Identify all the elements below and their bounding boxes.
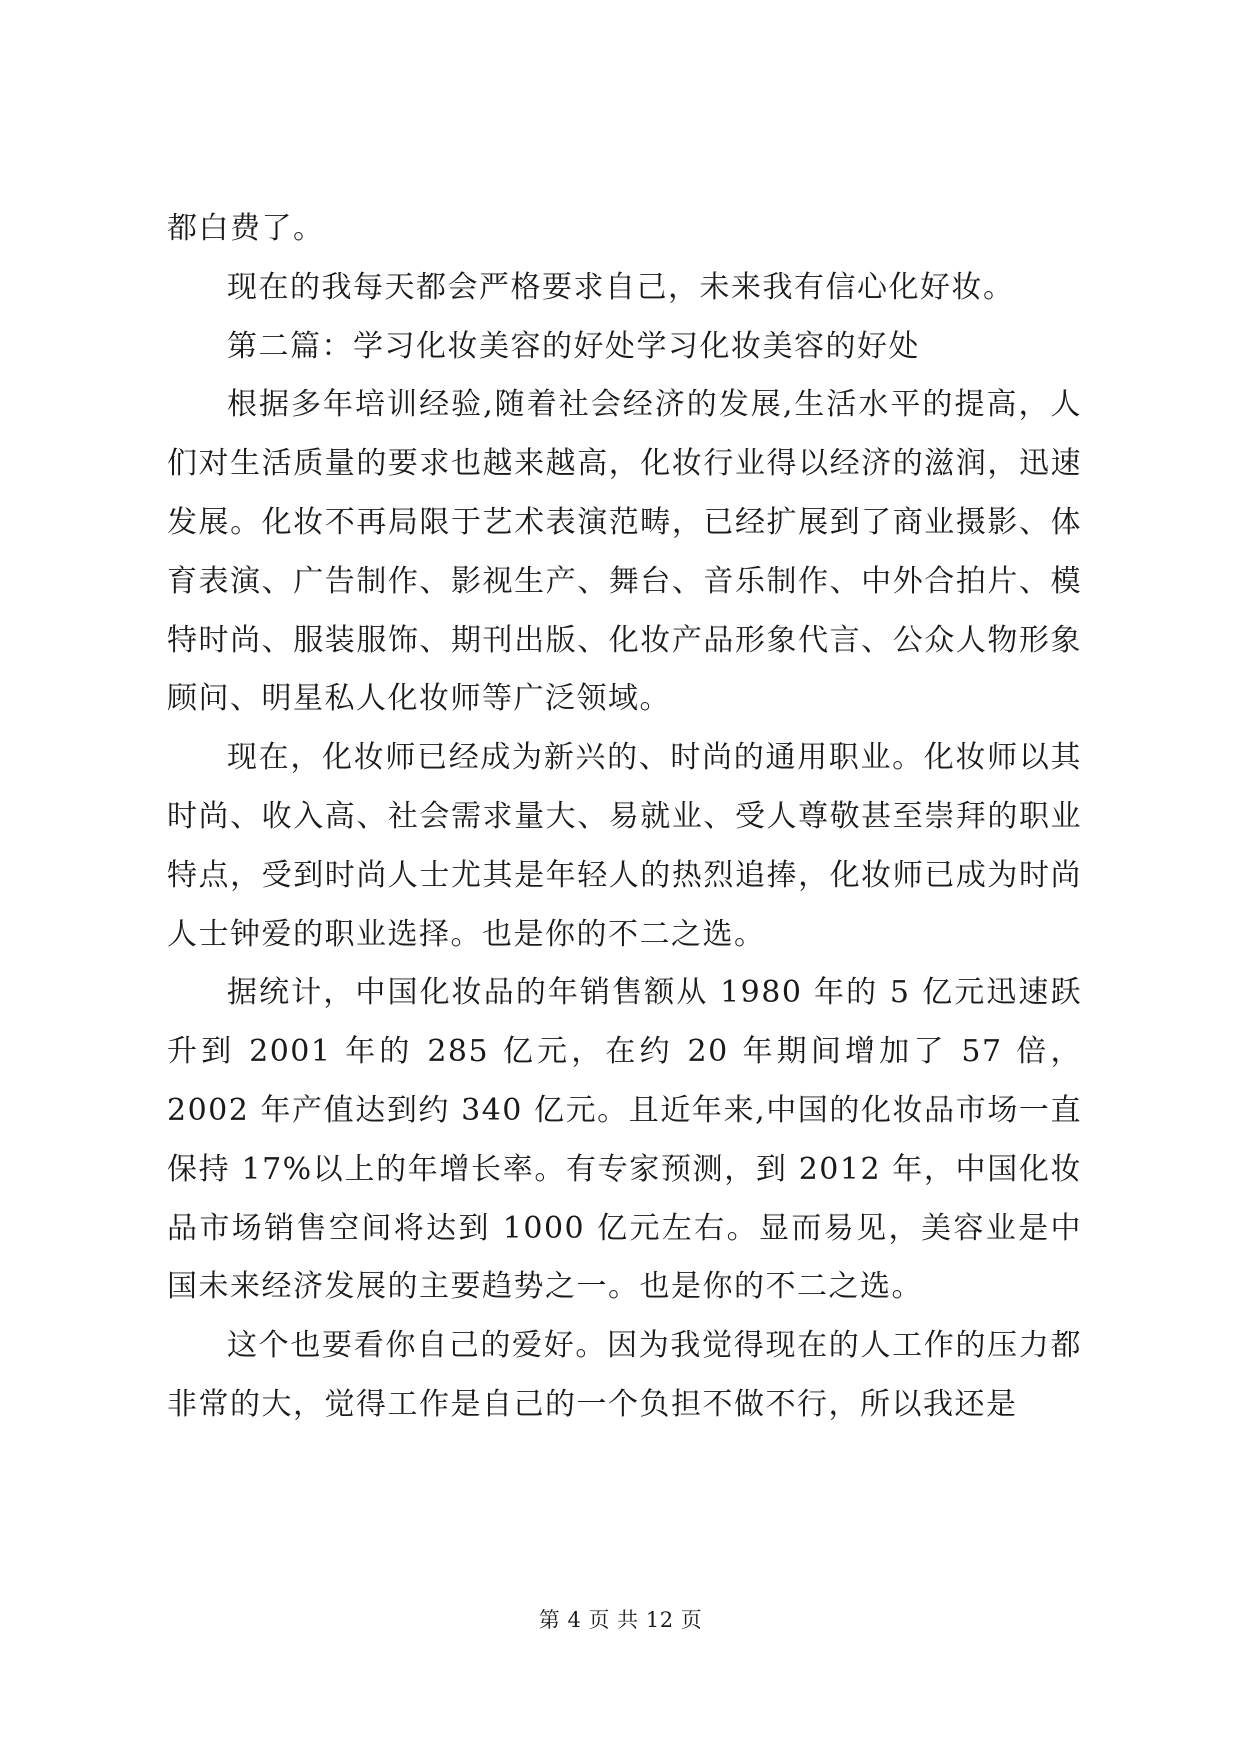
paragraph: 据统计，中国化妆品的年销售额从 1980 年的 5 亿元迅速跃升到 2001 年的 285 亿元，在约 20 年期间增加了 57 倍，2002 年产值达到约 340 亿元。且近年来,中国的化妆品市场一直保持 17%以上的年增长率。有专家预测，到 2012 年，中国化妆品市场销售空间将达到 1000 亿元左右。显而易见，美容业是中国未来经济发展的主要趋势之一。也是你的不二之选。 bbox=[167, 975, 1082, 1305]
paragraph: 现在，化妆师已经成为新兴的、时尚的通用职业。化妆师以其时尚、收入高、社会需求量大、易就业、受人尊敬甚至崇拜的职业特点，受到时尚人士尤其是年轻人的热烈追捧，化妆师已成为时尚人士钟爱的职业选择。也是你的不二之选。 bbox=[167, 740, 1082, 952]
page-number: 第 4 页 共 12 页 bbox=[538, 1608, 703, 1632]
paragraph-continuation: 都白费了。 bbox=[167, 211, 325, 246]
paragraph: 根据多年培训经验,随着社会经济的发展,生活水平的提高，人们对生活质量的要求也越来越高，化妆行业得以经济的滋润，迅速发展。化妆不再局限于艺术表演范畴，已经扩展到了商业摄影、体育表演、广告制作、影视生产、舞台、音乐制作、中外合拍片、模特时尚、服装服饰、期刊出版、化妆产品形象代言、公众人物形象顾问、明星私人化妆师等广泛领域。 bbox=[167, 387, 1082, 717]
section-heading: 第二篇：学习化妆美容的好处学习化妆美容的好处 bbox=[227, 328, 920, 364]
paragraph: 现在的我每天都会严格要求自己，未来我有信心化好妆。 bbox=[227, 269, 1015, 305]
paragraph: 这个也要看你自己的爱好。因为我觉得现在的人工作的压力都非常的大，觉得工作是自己的一个负担不做不行，所以我还是 bbox=[167, 1328, 1082, 1422]
document-body bbox=[167, 200, 1082, 1435]
page-footer bbox=[0, 1604, 1241, 1634]
